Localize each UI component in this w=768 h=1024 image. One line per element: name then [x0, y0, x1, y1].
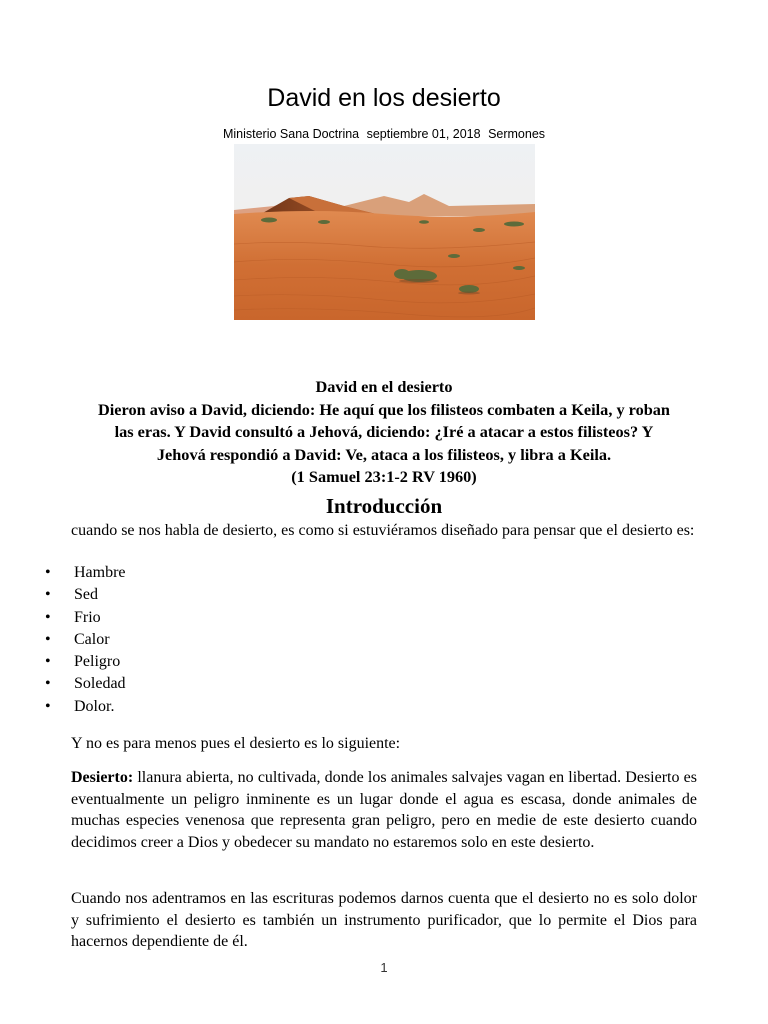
desert-list: [45, 562, 126, 718]
verse-line: las eras. Y David consultó a Jehová, diciendo: ¿Iré a atacar a estos filisteos? Y: [114, 422, 654, 441]
list-item: • Dolor.: [45, 696, 126, 718]
verse-line: Jehová respondió a David: Ve, ataca a los filisteos, y libra a Keila.: [156, 444, 612, 464]
paragraph: Y no es para menos pues el desierto es lo siguiente:: [71, 735, 401, 752]
verse-heading: David en el desierto: [315, 377, 453, 396]
page-title: David en los desierto: [267, 84, 501, 112]
definition-text: llanura abierta, no cultivada, donde los animales salvajes vagan en libertad. Desierto es eventualmente un peligro inminente es un lugar donde el agua es escasa, donde animales de muchas especies venenosa que representa gran peligro, pero en medie de este desierto cuando decidimos creer a Dios y obedecer su mandato no estaremos solo en este desierto.: [71, 769, 697, 851]
list-item: • Peligro: [45, 651, 126, 673]
verse-reference: (1 Samuel 23:1-2 RV 1960): [291, 467, 477, 486]
paragraph: Cuando nos adentramos en las escrituras podemos darnos cuenta que el desierto no es solo dolor y sufrimiento el desierto es también un instrumento purificador, que lo permite el Dios para hacernos dependiente de él.: [71, 890, 697, 950]
post-date: septiembre 01, 2018: [366, 127, 481, 141]
definition-term: Desierto:: [71, 769, 134, 786]
list-item: • Frio: [45, 607, 126, 629]
list-item: • Sed: [45, 584, 126, 606]
list-item: • Soledad: [45, 673, 126, 695]
section-heading: Introducción: [325, 494, 443, 518]
list-item: • Calor: [45, 629, 126, 651]
verse-line: Dieron aviso a David, diciendo: He aquí que los filisteos combaten a Keila, y roban: [98, 399, 670, 419]
category-link[interactable]: Sermones: [488, 127, 546, 141]
post-meta: [0, 127, 768, 141]
author-link[interactable]: Ministerio Sana Doctrina: [222, 127, 360, 141]
list-item: • Hambre: [45, 562, 126, 584]
intro-paragraph: cuando se nos habla de desierto, es como si estuviéramos diseñado para pensar que el desierto es:: [71, 522, 695, 539]
scripture-block: [60, 376, 708, 489]
definition-paragraph: [71, 767, 697, 853]
page-number: 1: [380, 960, 388, 975]
desert-image: [234, 144, 535, 320]
